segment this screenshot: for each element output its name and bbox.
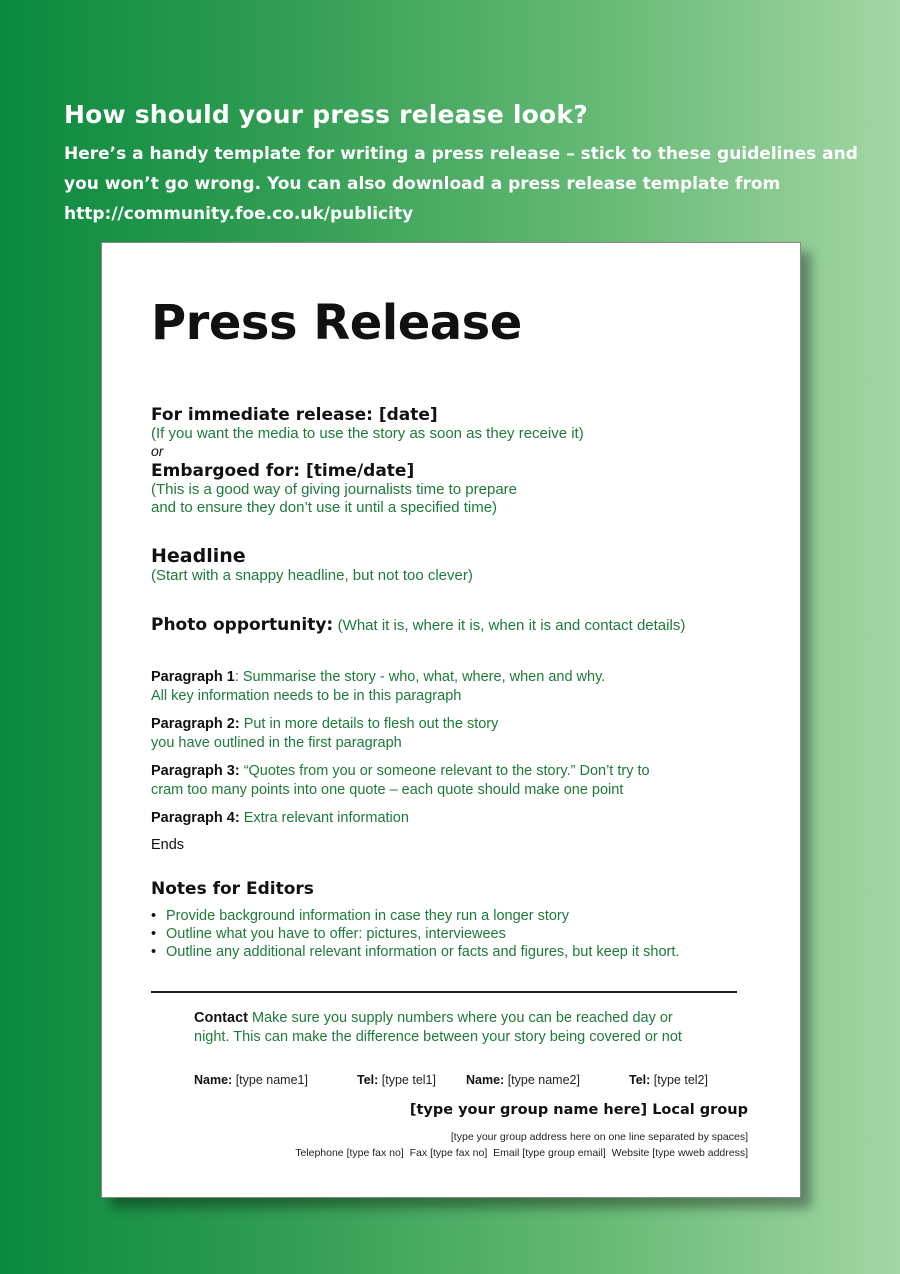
divider [151,991,737,993]
photo-note: (What it is, where it is, when it is and contact details) [337,617,686,634]
press-release-template [101,242,801,1198]
intro-text-line1: Here’s a handy template for writing a press release – stick to these guidelines and [64,144,858,164]
group-contact-details: Telephone [type fax no] Fax [type fax no] Email [type group email] Website [type wweb address] [295,1147,748,1159]
press-release-title: Press Release [151,295,522,351]
intro-text-line2: you won’t go wrong. You can also download a press release template from [64,174,781,194]
list-item: • Provide background information in case they run a longer story [151,907,751,925]
paragraph-label: Paragraph 1 [151,669,235,685]
paragraph-label: Paragraph 4: [151,810,240,826]
paragraph-3: Paragraph 3: “Quotes from you or someone relevant to the story.” Don’t try to cram too many points into one quote – each quote should make one point [151,763,650,798]
immediate-release-note: (If you want the media to use the story as soon as they receive it) [151,425,584,442]
notes-heading: Notes for Editors [151,879,314,899]
contact-line2: night. This can make the difference between your story being covered or not [194,1029,682,1045]
paragraph-label: Paragraph 3: [151,763,240,779]
intro-section [64,100,864,229]
notes-section [151,879,751,961]
contact-section [194,1009,734,1047]
embargo-note-line1: (This is a good way of giving journalists time to prepare [151,481,518,498]
photo-section [151,615,685,635]
list-item: • Outline any additional relevant information or facts and figures, but keep it short. [151,943,751,961]
list-item: • Outline what you have to offer: pictures, interviewees [151,925,751,943]
paragraph-2: Paragraph 2: Put in more details to flesh out the story you have outlined in the first paragraph [151,716,499,751]
intro-text [64,139,864,229]
paragraph-4: Paragraph 4: Extra relevant information [151,810,409,826]
intro-url[interactable]: http://community.foe.co.uk/publicity [64,204,414,224]
immediate-release-heading: For immediate release: [date] [151,405,438,425]
headline-note: (Start with a snappy headline, but not too clever) [151,567,473,584]
or-separator: or [151,443,164,459]
group-address: [type your group address here on one line separated by spaces] [450,1131,748,1143]
paragraph-label: Paragraph 2: [151,716,240,732]
contact-tel-1: Tel: [type tel1] [357,1073,436,1087]
contact-name-1: Name: [type name1] [194,1073,308,1087]
paragraphs-section [151,668,751,853]
contact-label: Contact [194,1010,248,1026]
headline-heading: Headline [151,545,246,567]
contact-line1: Make sure you supply numbers where you can be reached day or [252,1010,673,1026]
contact-name-2: Name: [type name2] [466,1073,580,1087]
embargo-heading: Embargoed for: [time/date] [151,461,415,481]
release-timing-section [151,405,584,517]
photo-heading: Photo opportunity: [151,615,334,635]
ends-marker: Ends [151,837,185,853]
embargo-note-line2: and to ensure they don’t use it until a specified time) [151,499,498,516]
contact-tel-2: Tel: [type tel2] [629,1073,708,1087]
group-name: [type your group name here] Local group [409,1102,748,1118]
intro-title: How should your press release look? [64,100,588,129]
notes-list [151,907,751,961]
paragraph-1: Paragraph 1: Summarise the story - who, what, where, when and why. All key information needs to be in this paragraph [151,669,606,704]
headline-section [151,545,473,585]
